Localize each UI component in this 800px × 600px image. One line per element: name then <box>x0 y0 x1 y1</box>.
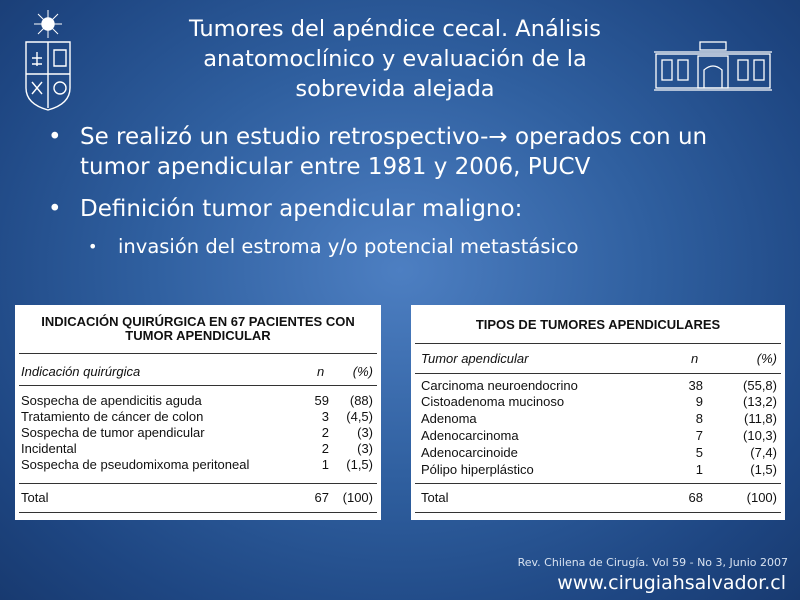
slide-title: Tumores del apéndice cecal. Análisis anatomoclínico y evaluación de la sobrevida alejada <box>189 16 601 102</box>
bullet-list <box>44 122 774 260</box>
bullet-definition-text: Definición tumor apendicular maligno: <box>80 196 523 222</box>
cell-label: Cistoadenoma mucinoso <box>421 394 565 409</box>
sub-bullet <box>44 234 774 260</box>
cell-pct: (4,5) <box>346 409 373 424</box>
bullet-study-suffix: operados con un tumor apendicular entre 1981 y 2006, PUCV <box>80 124 708 180</box>
table-row <box>21 393 375 409</box>
bullet-dot: • <box>48 124 62 150</box>
table-row <box>417 428 779 444</box>
cell-n: 7 <box>695 428 703 443</box>
tumor-types-table <box>411 305 785 520</box>
header-col-2: n <box>317 364 325 379</box>
university-crest-logo <box>20 8 76 112</box>
divider <box>415 483 781 484</box>
cell-pct: (100) <box>746 490 777 505</box>
table-row <box>417 411 779 427</box>
divider <box>19 512 377 513</box>
cell-pct: (1,5) <box>750 462 777 477</box>
sub-bullet-text: invasión del estroma y/o potencial metastásico <box>118 235 579 258</box>
cell-n: 1 <box>695 462 703 477</box>
table-row <box>417 378 779 394</box>
cell-n: 1 <box>321 457 329 472</box>
bullet-dot: • <box>48 196 62 222</box>
cell-pct: (11,8) <box>744 411 777 426</box>
cell-pct: (10,3) <box>743 428 777 443</box>
cell-label: Incidental <box>21 441 77 456</box>
cell-n: 59 <box>314 393 329 408</box>
cell-label: Sospecha de apendicitis aguda <box>21 393 202 408</box>
header-col-3: (%) <box>756 351 777 366</box>
header-col-2: n <box>691 351 699 366</box>
bullet-study-prefix: Se realizó un estudio retrospectivo- <box>80 124 489 150</box>
cell-n: 3 <box>321 409 329 424</box>
cell-n: 38 <box>688 378 703 393</box>
divider <box>19 483 377 484</box>
table-header <box>417 351 779 367</box>
cell-label: Pólipo hiperplástico <box>421 462 534 477</box>
cell-pct: (55,8) <box>743 378 777 393</box>
table-title: TIPOS DE TUMORES APENDICULARES <box>475 317 721 332</box>
divider <box>19 353 377 354</box>
table-row <box>21 441 375 457</box>
cell-pct: (7,4) <box>750 445 777 460</box>
cell-label: Adenocarcinoide <box>421 445 518 460</box>
surgical-indication-table <box>15 305 381 520</box>
cell-label: Sospecha de tumor apendicular <box>21 425 205 440</box>
cell-pct: (3) <box>357 425 373 440</box>
divider <box>415 373 781 374</box>
header-col-1: Tumor apendicular <box>421 351 529 366</box>
cell-label: Tratamiento de cáncer de colon <box>21 409 204 424</box>
cell-label: Total <box>421 490 449 505</box>
bullet-dot: • <box>88 237 98 256</box>
cell-pct: (13,2) <box>743 394 777 409</box>
cell-pct: (3) <box>357 441 373 456</box>
header-col-1: Indicación quirúrgica <box>21 364 141 379</box>
table-header <box>21 364 375 380</box>
divider <box>415 512 781 513</box>
cell-pct: (100) <box>342 490 373 505</box>
building-logo <box>652 40 774 92</box>
table-row <box>417 462 779 478</box>
cell-label: Adenocarcinoma <box>421 428 519 443</box>
bullet-definition <box>44 194 774 224</box>
cell-n: 5 <box>695 445 703 460</box>
header-col-3: (%) <box>352 364 373 379</box>
divider <box>415 343 781 344</box>
journal-reference: Rev. Chilena de Cirugía. Vol 59 - No 3, Junio 2007 <box>517 556 788 569</box>
cell-n: 68 <box>688 490 703 505</box>
cell-label: Sospecha de pseudomixoma peritoneal <box>21 457 250 472</box>
cell-n: 8 <box>695 411 703 426</box>
table-row <box>21 409 375 425</box>
table-row <box>21 457 375 473</box>
table-total-row <box>21 490 375 506</box>
cell-n: 9 <box>695 394 703 409</box>
cell-n: 2 <box>321 425 329 440</box>
table-row <box>21 425 375 441</box>
cell-label: Carcinoma neuroendocrino <box>421 378 578 393</box>
cell-label: Adenoma <box>421 411 477 426</box>
divider <box>19 385 377 386</box>
website-url[interactable]: www.cirugiahsalvador.cl <box>557 572 786 594</box>
table-row <box>417 394 779 410</box>
cell-pct: (1,5) <box>346 457 373 472</box>
cell-n: 67 <box>314 490 329 505</box>
table-row <box>417 445 779 461</box>
cell-n: 2 <box>321 441 329 456</box>
table-title: INDICACIÓN QUIRÚRGICA EN 67 PACIENTES CON TUMOR APENDICULAR <box>41 314 355 343</box>
bullet-study <box>44 122 774 182</box>
arrow-icon: → <box>488 124 508 150</box>
table-total-row <box>417 490 779 506</box>
cell-pct: (88) <box>349 393 373 408</box>
cell-label: Total <box>21 490 49 505</box>
